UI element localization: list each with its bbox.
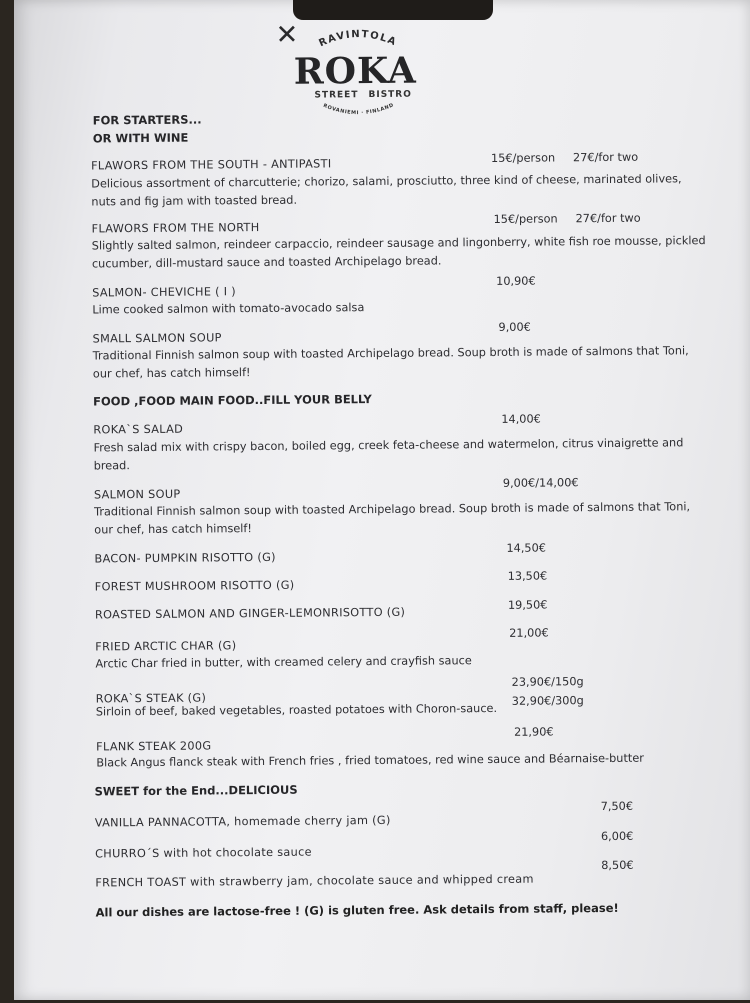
item-name: FOREST MUSHROOM RISOTTO (G) [94,578,295,594]
item-description: bread. [93,459,130,473]
item-description: Arctic Char fried in butter, with creamed celery and crayfish sauce [95,654,472,671]
item-name: VANILLA PANNACOTTA, homemade cherry jam (G) [94,813,391,830]
item-price: 21,90€ [513,725,554,739]
item-name: FLAWORS FROM THE NORTH [91,220,260,236]
item-name: FLANK STEAK 200G [96,739,212,754]
item-description: Fresh salad mix with crispy bacon, boiled egg, creek feta-cheese and watermelon, citrus vinaigrette and [93,436,684,455]
item-name: FRENCH TOAST with strawberry jam, chocolate sauce and whipped cream [95,872,534,890]
item-name: SALMON SOUP [93,487,181,502]
logo-arc-top: RAVINTOLA [317,29,399,50]
item-name: SALMON- CHEVICHE ( I ) [92,285,237,300]
item-description: our chef, has catch himself! [94,522,252,537]
item-price-secondary: 32,90€/300g [511,694,584,708]
logo-right-word: BISTRO [368,89,412,101]
item-price: 14,00€ [501,412,541,426]
item-name: BACON- PUMPKIN RISOTTO (G) [94,550,276,566]
item-name: ROKA`S STEAK (G) [95,691,207,706]
item-description: Lime cooked salmon with tomato-avocado salsa [92,301,365,317]
item-price: 13,50€ [507,569,548,583]
item-description: our chef, has catch himself! [92,366,251,381]
item-price: 15€/person [490,151,556,165]
item-price: 9,00€/14,00€ [502,476,579,490]
item-price: 6,00€ [600,829,634,844]
item-price: 15€/person [493,212,558,226]
item-price: 19,50€ [507,598,548,612]
item-name: CHURRO´S with hot chocolate sauce [95,845,312,861]
item-name: ROKA`S SALAD [93,422,184,437]
item-description: Slightly salted salmon, reindeer carpaccio, reindeer sausage and lingonberry, white fish roe mousse, pickled [91,234,706,253]
item-price: 23,90€/150g [511,675,584,689]
logo-name: ROKA [293,49,417,93]
item-name: SMALL SALMON SOUP [92,331,222,346]
footer-note: All our dishes are lactose-free ! (G) is gluten free. Ask details from staff, please! [95,900,619,920]
item-description: Traditional Finnish salmon soup with toasted Archipelago bread. Soup broth is made of salmons that Toni, [94,500,691,519]
item-price: 21,00€ [509,626,549,640]
item-description: Black Angus flanck steak with French fries , fried tomatoes, red wine sauce and Béarnaise-butter [96,751,644,770]
item-price: 7,50€ [600,799,634,814]
section-sweets: SWEET for the End...DELICIOUS [94,782,298,799]
section-mains: FOOD ,FOOD MAIN FOOD..FILL YOUR BELLY [93,392,372,409]
item-description: nuts and fig jam with toasted bread. [91,193,298,209]
item-price-secondary: 27€/for two [575,211,641,226]
item-description: Traditional Finnish salmon soup with toasted Archipelago bread. Soup broth is made of salmons that Toni, [92,344,689,363]
section-starters-line1: FOR STARTERS... [92,112,202,128]
section-starters-line2: OR WITH WINE [92,130,189,146]
item-description: Delicious assortment of charcutterie; chorizo, salami, prosciutto, three kind of cheese, marinated olives, [91,172,682,191]
item-name: FLAWORS FROM THE SOUTH - ANTIPASTI [91,157,332,173]
item-price: 9,00€ [498,320,531,334]
item-name: FRIED ARCTIC CHAR (G) [95,639,237,654]
svg-text:RAVINTOLA [317,29,398,50]
item-price: 8,50€ [601,858,634,873]
item-price: 10,90€ [496,274,536,288]
item-description: Sirloin of beef, baked vegetables, roasted potatoes with Choron-sauce. [95,701,498,719]
svg-text:ROVANIEMI · FINLAND [322,102,395,116]
logo-arc-bottom: ROVANIEMI · FINLAND [322,102,395,117]
logo [278,23,439,124]
item-description: cucumber, dill-mustard sauce and toasted Archipelago bread. [91,254,442,271]
crossed-utensils-icon [278,25,296,43]
item-name: ROASTED SALMON AND GINGER-LEMONRISOTTO (G) [94,605,406,622]
logo-left-word: STREET [314,90,359,101]
item-price: 14,50€ [506,541,547,555]
item-price-secondary: 27€/for two [572,150,639,165]
